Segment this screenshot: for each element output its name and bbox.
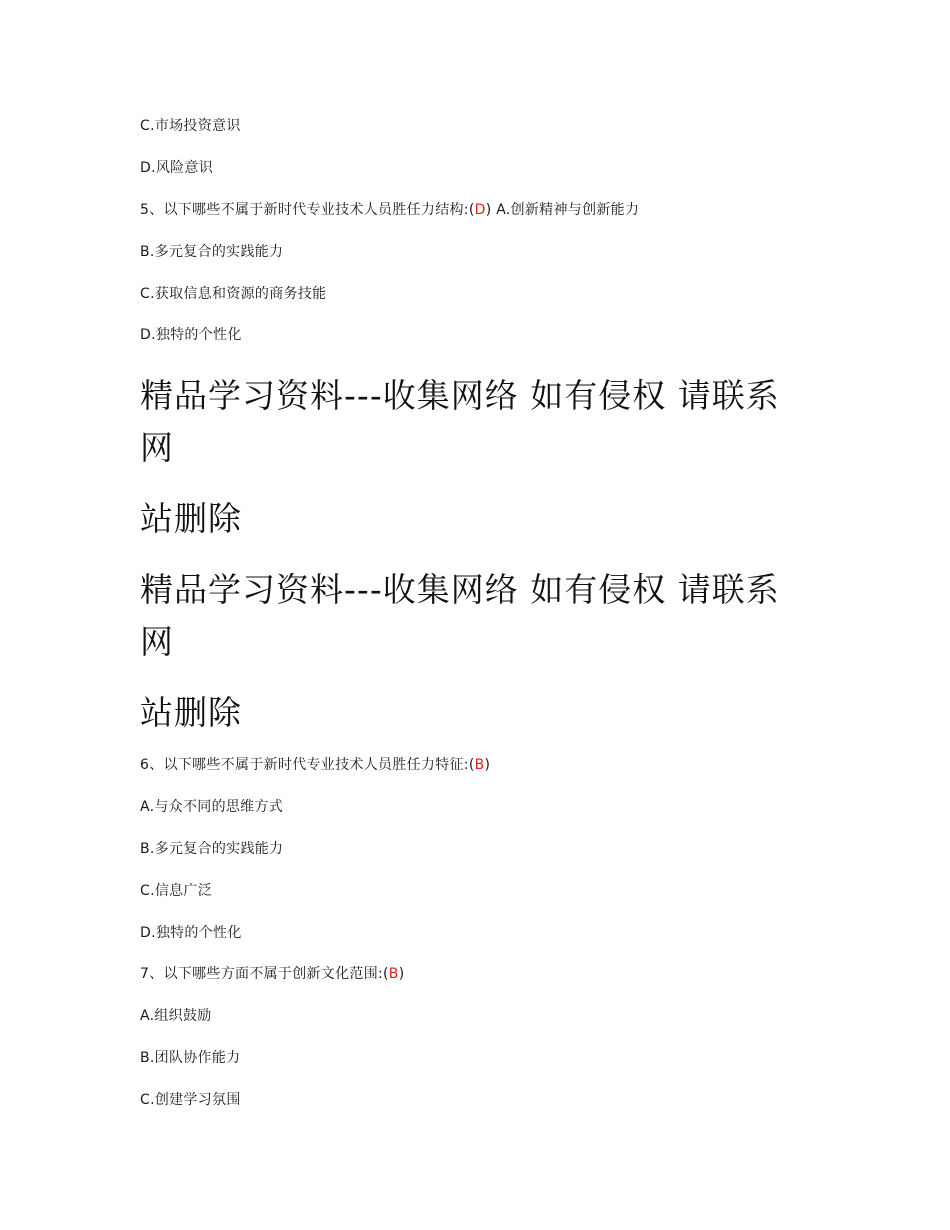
question-6-prefix: 6、以下哪些不属于新时代专业技术人员胜任力特征:( [140,757,475,773]
question-6 [140,755,490,775]
option-d-risk: D.风险意识 [140,160,214,176]
question-6-suffix: ) [484,757,491,773]
question-7-suffix: ) [398,966,405,982]
question-7-option-b: B.团队协作能力 [140,1050,241,1066]
question-5-option-c: C.获取信息和资源的商务技能 [140,286,327,302]
question-7 [140,964,404,984]
watermark-2-line-3: 站删除 [140,693,242,732]
watermark-2-line-2: 网 [140,622,174,661]
question-6-answer: B [474,757,485,773]
question-6-option-b: B.多元复合的实践能力 [140,841,284,857]
watermark-1-line-1: 精品学习资料---收集网络 如有侵权 请联系 [140,376,780,415]
question-6-option-a: A.与众不同的思维方式 [140,799,284,815]
question-7-option-c: C.创建学习氛围 [140,1092,241,1108]
watermark-2-line-1: 精品学习资料---收集网络 如有侵权 请联系 [140,570,780,609]
question-5-suffix: ) A.创新精神与创新能力 [485,202,640,218]
question-5 [140,200,639,220]
watermark-1-line-2: 网 [140,428,174,467]
question-6-option-c: C.信息广泛 [140,883,213,899]
option-c-market: C.市场投资意识 [140,118,241,134]
question-5-answer: D [474,202,486,218]
question-7-prefix: 7、以下哪些方面不属于创新文化范围:( [140,966,389,982]
question-5-option-d: D.独特的个性化 [140,327,242,343]
question-7-answer: B [388,966,399,982]
question-5-prefix: 5、以下哪些不属于新时代专业技术人员胜任力结构:( [140,202,475,218]
question-5-option-b: B.多元复合的实践能力 [140,244,284,260]
question-7-option-a: A.组织鼓励 [140,1008,212,1024]
watermark-1-line-3: 站删除 [140,499,242,538]
question-6-option-d: D.独特的个性化 [140,925,242,941]
